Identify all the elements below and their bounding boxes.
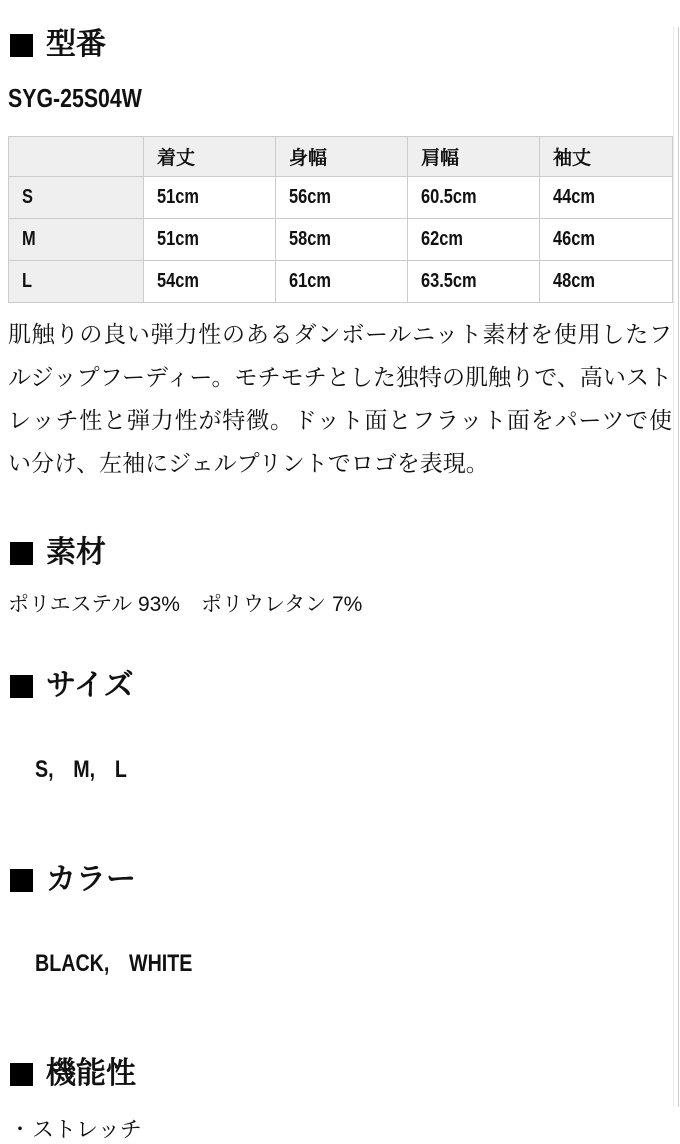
size-cell-value: 54cm — [157, 270, 199, 292]
size-cell-value: 51cm — [157, 228, 199, 250]
size-table-header-length: 着丈 — [144, 137, 276, 177]
section-title-size — [10, 668, 672, 704]
size-cell — [540, 219, 673, 261]
size-spec-table — [8, 136, 673, 303]
material-composition: ポリエステル 93% ポリウレタン 7% — [8, 593, 363, 616]
size-options-text: S, M, L — [34, 756, 127, 783]
size-table-header-sleeve: 袖丈 — [540, 137, 673, 177]
size-cell — [540, 177, 673, 219]
size-cell — [144, 219, 276, 261]
section-title-features — [10, 1056, 672, 1092]
size-cell-value: 61cm — [289, 270, 331, 292]
page-edge-line-inner — [673, 27, 674, 1107]
size-table-header-shoulder: 肩幅 — [408, 137, 540, 177]
feature-item-text: ストレッチ — [32, 1117, 142, 1142]
size-row-label-text: L — [22, 270, 33, 292]
size-cell — [408, 177, 540, 219]
color-options-text: BLACK, WHITE — [34, 950, 193, 977]
size-cell — [276, 261, 408, 303]
section-marker-icon — [10, 34, 33, 57]
size-row-label — [9, 219, 144, 261]
size-row-label-text: M — [22, 228, 36, 250]
size-cell-value: 46cm — [553, 228, 595, 250]
size-row-label — [9, 261, 144, 303]
size-cell-value: 44cm — [553, 186, 595, 208]
section-title-model — [10, 27, 672, 63]
size-table-header-width: 身幅 — [276, 137, 408, 177]
size-table-header-row — [9, 137, 673, 177]
model-number — [8, 83, 672, 113]
section-title-color-text: カラー — [46, 863, 136, 896]
size-table-row-l — [9, 261, 673, 303]
section-title-material — [10, 535, 672, 571]
section-title-material-text: 素材 — [46, 536, 106, 569]
color-options — [8, 922, 672, 1006]
feature-item — [10, 1116, 672, 1144]
size-cell-value: 58cm — [289, 228, 331, 250]
size-cell — [540, 261, 673, 303]
section-marker-icon — [10, 675, 33, 698]
size-table-row-m — [9, 219, 673, 261]
size-cell-value: 60.5cm — [421, 186, 477, 208]
product-description: 肌触りの良い弾力性のあるダンボールニット素材を使用したフルジップフーディー。モチモチとした独特の肌触りで、高いストレッチ性と弾力性が特徴。ドット面とフラット面をパーツで使い分け、左袖にジェルプリントでロゴを表現。 — [8, 321, 672, 476]
size-cell-value: 62cm — [421, 228, 463, 250]
size-row-label — [9, 177, 144, 219]
size-table-corner-cell — [9, 137, 144, 177]
size-options — [8, 728, 672, 812]
size-table-row-s — [9, 177, 673, 219]
product-detail-page — [0, 27, 680, 1142]
size-cell — [144, 261, 276, 303]
section-marker-icon — [10, 869, 33, 892]
section-title-model-text: 型番 — [46, 28, 106, 61]
section-title-color — [10, 862, 672, 898]
section-title-size-text: サイズ — [46, 669, 134, 702]
size-cell-value: 51cm — [157, 186, 199, 208]
size-cell — [276, 219, 408, 261]
size-cell-value: 63.5cm — [421, 270, 477, 292]
size-cell-value: 48cm — [553, 270, 595, 292]
size-cell-value: 56cm — [289, 186, 331, 208]
page-edge-line — [678, 27, 679, 1107]
size-cell — [144, 177, 276, 219]
section-marker-icon — [10, 1063, 33, 1086]
size-cell — [276, 177, 408, 219]
bullet-icon: ・ — [10, 1119, 30, 1141]
model-number-text: SYG-25S04W — [8, 83, 142, 113]
size-row-label-text: S — [22, 186, 33, 208]
section-marker-icon — [10, 542, 33, 565]
size-cell — [408, 261, 540, 303]
section-title-features-text: 機能性 — [46, 1057, 136, 1090]
size-cell — [408, 219, 540, 261]
